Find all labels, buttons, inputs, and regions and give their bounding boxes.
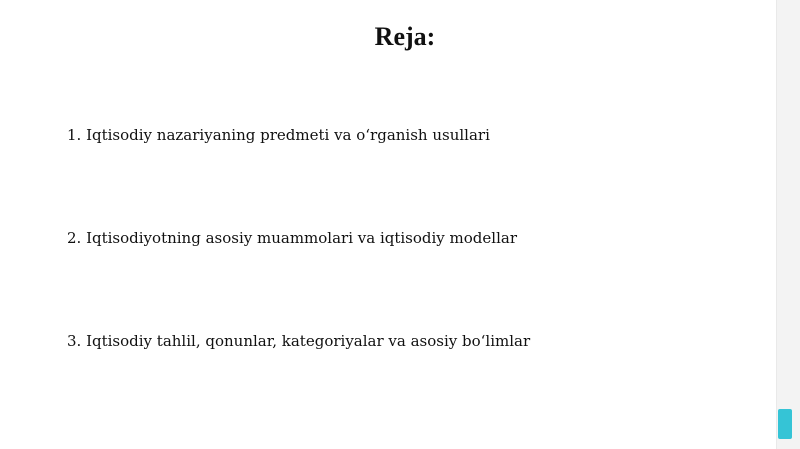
plan-item-3: 3. Iqtisodiy tahlil, qonunlar, kategoriyalar va asosiy boʻlimlar [67,332,531,350]
scrollbar-thumb[interactable] [778,409,792,439]
plan-item-2: 2. Iqtisodiyotning asosiy muammolari va iqtisodiy modellar [67,229,517,247]
scrollbar-track[interactable] [776,0,800,449]
slide-title: Reja: [374,22,436,51]
plan-item-1: 1. Iqtisodiy nazariyaning predmeti va oʻrganish usullari [67,126,490,144]
